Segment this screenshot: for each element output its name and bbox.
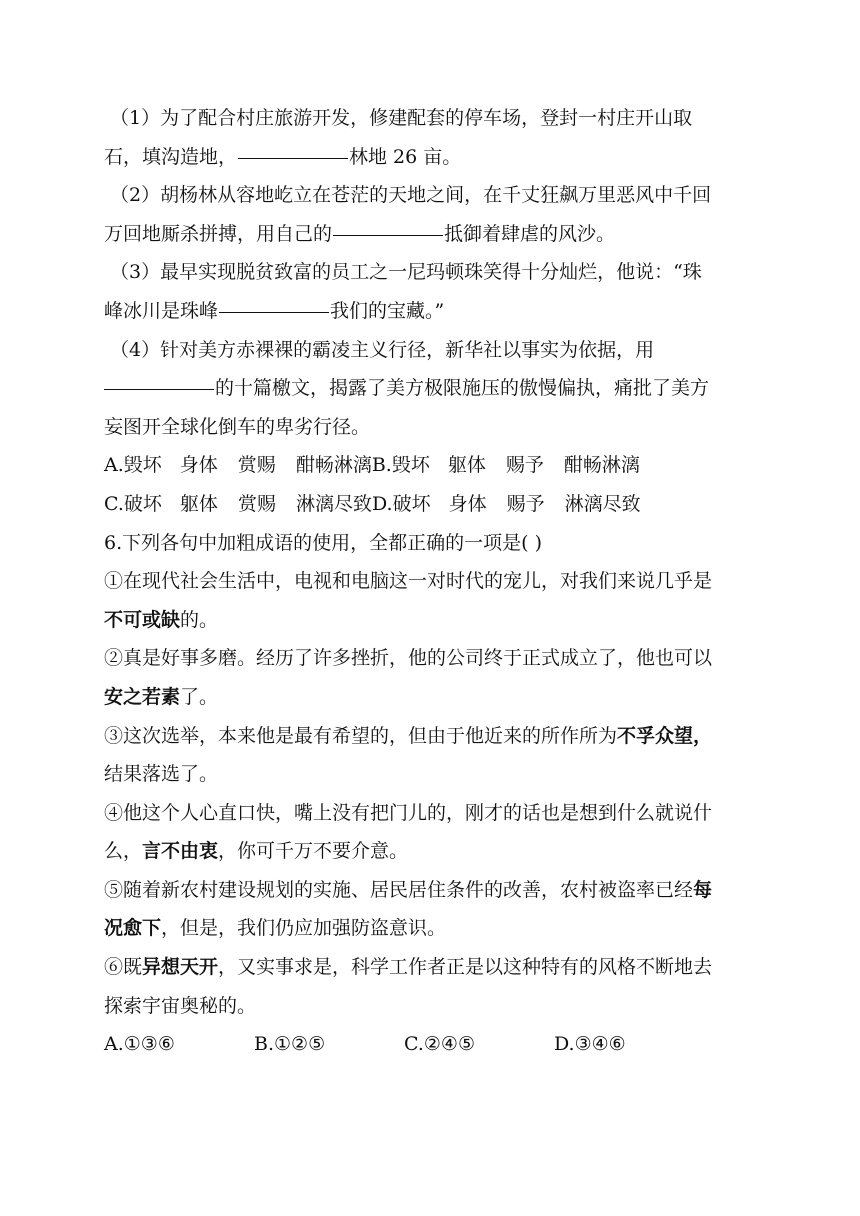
- fill-blank: [238, 157, 348, 159]
- choice-c: C.②④⑤: [404, 1033, 475, 1056]
- item-text: 的。: [180, 608, 219, 631]
- q5-sentence-1-line-2: [104, 138, 759, 177]
- q6-item-1-line-2: [104, 601, 759, 640]
- sentence-text: （3）最早实现脱贫致富的员工之一尼玛顿珠笑得十分灿烂，他说：“珠: [110, 261, 702, 284]
- option-word: 破坏: [123, 492, 162, 515]
- option-letter: B.: [371, 454, 392, 477]
- option-a: [104, 454, 372, 476]
- fill-blank: [104, 388, 214, 390]
- item-text: ，: [693, 724, 713, 747]
- option-word: 赏赐: [237, 492, 276, 515]
- option-c: [104, 493, 372, 515]
- option-letter: A.: [104, 454, 124, 477]
- choice-a: A.①③⑥: [104, 1033, 175, 1056]
- sentence-text: 万回地厮杀拼搏，用自己的: [104, 222, 333, 245]
- q6-item-5-line-1: [104, 871, 759, 910]
- q6-item-4-line-1: [104, 794, 759, 833]
- item-text: ，你可千万不要介意。: [218, 840, 409, 863]
- bold-idiom: 异想天开: [142, 956, 219, 979]
- choice-b: B.①②⑤: [254, 1033, 326, 1056]
- item-text: ，又实事求是，科学工作者正是以这种特有的风格不断地去: [218, 956, 713, 979]
- bold-idiom: 不可或缺: [104, 608, 181, 631]
- option-word: 毁坏: [123, 454, 162, 477]
- q6-item-3-line-1: [104, 717, 759, 756]
- option-word: 赐予: [505, 454, 544, 477]
- option-word: 淋漓尽致: [295, 492, 372, 515]
- item-text: ，但是，我们仍应加强防盗意识。: [161, 917, 447, 940]
- q5-options-row-1: [104, 446, 759, 485]
- item-text: ③这次选举，本来他是最有希望的，但由于他近来的所作所为: [104, 724, 618, 747]
- option-word: 赏赐: [237, 454, 276, 477]
- option-b: [372, 454, 640, 476]
- option-letter: D.: [371, 492, 393, 515]
- item-text: ②真是好事多磨。经历了许多挫折，他的公司终于正式成立了，他也可以: [104, 647, 713, 670]
- item-text: ①在现代社会生活中，电视和电脑这一对时代的宠儿，对我们来说几乎是: [104, 570, 713, 593]
- option-word: 淋漓尽致: [564, 492, 641, 515]
- item-text: ⑥既: [104, 956, 143, 979]
- sentence-text: （2）胡杨林从容地屹立在苍茫的天地之间，在千丈狂飙万里恶风中千回: [110, 184, 712, 207]
- q6-item-3-line-2: [104, 755, 759, 794]
- sentence-text: 的十篇檄文，揭露了美方极限施压的傲慢偏执，痛批了美方: [215, 377, 710, 400]
- option-word: 躯体: [179, 492, 218, 515]
- option-word: 酣畅淋漓: [295, 454, 372, 477]
- q6-choices: [104, 1025, 759, 1064]
- sentence-text: 峰冰川是珠峰: [104, 299, 219, 322]
- bold-idiom: 每: [693, 878, 713, 901]
- sentence-text: （1）为了配合村庄旅游开发，修建配套的停车场，登封一村庄开山取: [110, 107, 693, 129]
- sentence-text: 抵御着肆虐的风沙。: [444, 222, 616, 245]
- q6-item-1-line-1: [104, 562, 759, 601]
- bold-idiom: 不孚众望: [617, 724, 694, 747]
- item-text: 么，: [104, 840, 143, 863]
- q6-item-6-line-2: [104, 987, 759, 1026]
- item-text: 结果落选了。: [104, 763, 219, 786]
- choice-d: D.③④⑥: [554, 1033, 626, 1056]
- q5-sentence-4-line-1: [104, 331, 759, 370]
- item-text: 了。: [180, 685, 219, 708]
- q5-sentence-4-line-2: [104, 369, 759, 408]
- bold-idiom: 言不由衷: [142, 840, 219, 863]
- q5-sentence-3-line-2: [104, 292, 759, 331]
- sentence-text: （4）针对美方赤裸裸的霸凌主义行径，新华社以事实为依据，用: [110, 338, 655, 361]
- item-text: 探索宇宙奥秘的。: [104, 994, 257, 1017]
- option-d: [372, 493, 641, 515]
- sentence-text: 石，填沟造地，: [104, 145, 238, 168]
- sentence-text: 妄图开全球化倒车的卑劣行径。: [104, 415, 371, 438]
- item-text: ⑤随着新农村建设规划的实施、居民居住条件的改善，农村被盗率已经: [104, 878, 694, 901]
- option-word: 毁坏: [391, 454, 430, 477]
- option-letter: C.: [104, 492, 124, 515]
- q6-item-6-line-1: [104, 948, 759, 987]
- fill-blank: [333, 234, 443, 236]
- option-word: 酣畅淋漓: [563, 454, 640, 477]
- option-word: 赐予: [506, 492, 545, 515]
- fill-blank: [219, 311, 329, 313]
- q5-sentence-4-line-3: [104, 408, 759, 447]
- document-page: [104, 99, 759, 1064]
- option-word: 破坏: [392, 492, 431, 515]
- q6-item-2-line-1: [104, 639, 759, 678]
- option-word: 身体: [448, 492, 487, 515]
- q5-sentence-2-line-2: [104, 215, 759, 254]
- q5-sentence-3-line-1: [104, 253, 759, 292]
- q6-item-5-line-2: [104, 909, 759, 948]
- sentence-text: 我们的宝藏。”: [330, 299, 445, 322]
- q6-item-4-line-2: [104, 832, 759, 871]
- option-word: 躯体: [447, 454, 486, 477]
- bold-idiom: 况愈下: [104, 917, 162, 940]
- sentence-text: 林地 26 亩。: [349, 145, 462, 168]
- q6-stem: 6.下列各句中加粗成语的使用，全都正确的一项是( ): [104, 531, 542, 554]
- q5-options-row-2: [104, 485, 759, 524]
- q5-sentence-2-line-1: [104, 176, 759, 215]
- q5-sentence-1-line-1: [104, 99, 759, 138]
- item-text: ④他这个人心直口快，嘴上没有把门儿的，刚才的话也是想到什么就说什: [104, 801, 713, 824]
- option-word: 身体: [179, 454, 218, 477]
- bold-idiom: 安之若素: [104, 685, 181, 708]
- q6-item-2-line-2: [104, 678, 759, 717]
